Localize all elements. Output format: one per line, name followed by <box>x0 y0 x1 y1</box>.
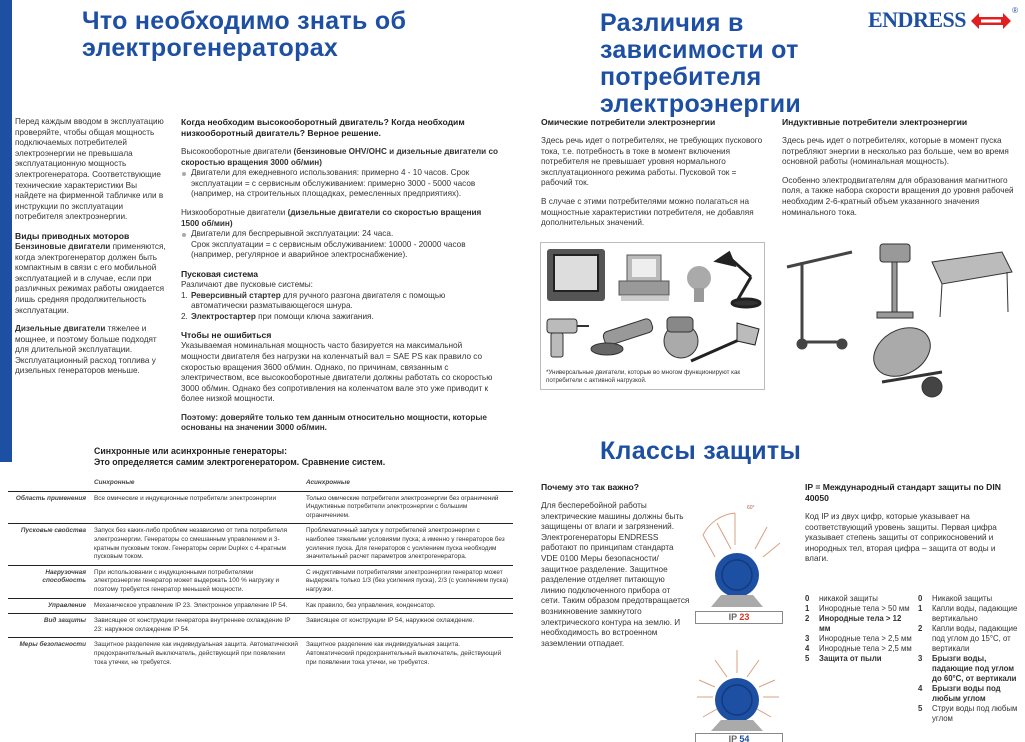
concrete-mixer-icon <box>865 318 942 397</box>
ohmic-text-1: Здесь речь идет о потребителях, не требующих пускового тока, т.е. потребность в токе в момент включения потребителя не превышает уровня нормального эксплуатационного режима работы. Пусковой ток = рабочий ток. <box>541 136 763 188</box>
second-digit-item: 4 Брызги воды под любым углом <box>918 684 1001 703</box>
start-heading: Пусковая система <box>181 268 259 279</box>
first-digit-item: 0 никакой защиты <box>805 594 878 603</box>
row-label: Пусковые свойства <box>8 524 90 565</box>
table-saw-icon <box>932 252 1012 317</box>
comparison-heading-line-1: Синхронные или асинхронные генераторы: <box>94 446 288 456</box>
sync-cell: Зависящее от конструкции генератора внутреннее охлаждение IP 23: наружное охлаждение IP 54. <box>90 614 302 638</box>
tv-icon <box>547 249 605 301</box>
why-section <box>541 482 691 649</box>
inductive-text-2: Особенно электродвигателям для образования магнитного поля, а также набора скорости вращения до уровня рабочей необходим 2-6-кратный объем указанного значения номинального тока. <box>782 175 1014 217</box>
table-row <box>8 491 513 524</box>
first-digit-item: 4 Инородные тела > 2,5 мм <box>805 644 912 653</box>
diesel-text: тяжелее и мощнее, и поэтому больше подходят для длительной эксплуатации. Эксплуатационный расход топлива у дизельных генераторов меньше. <box>15 324 157 376</box>
high-speed-title-detail: (бензиновые OHV/OHC и дизельные двигатели со скоростью вращения 3000 об/мин) <box>181 147 499 167</box>
logo-text: ENDRESS <box>868 7 966 32</box>
start-item: 1. Реверсивный стартер для ручного разгона двигателя с помощью автоматически разматывающегося шнура. <box>181 290 446 311</box>
mistake-text: Указываемая номинальная мощность часто базируется на максимальной мощности двигателя без нагрузки на коленчатый вал = SAE PS как правило со скоростью вращения 3600 об/мин. Однако, по причинам, связанным с электричеством, все высокооборотные двигатели должны работать со скоростью 3000 об/мин. Однако без сопротивления на коленчатом вале это уже приводит к более низкой мощности. <box>181 341 493 404</box>
high-speed-item: Двигатели для ежедневного использования: примерно 4 - 10 часов. Срок эксплуатации = с сервисным обслуживанием: примерно 3000 - 5000 часов (например, на строительных площадках, ремесленных предприятиях). <box>181 168 501 200</box>
petrol-label: Бензиновые двигатели <box>15 241 111 251</box>
ip-standard-section <box>805 482 1020 565</box>
async-cell: С индуктивными потребителями электроэнергии генератор может выдержать только 1/3 (без усиления пуска), 2/3 (с усилением пуска) нагрузки. <box>302 565 513 598</box>
low-speed-item: Двигатели для беспрерывной эксплуатации: 24 часа. <box>181 229 501 240</box>
high-speed-title: Высокооборотные двигатели <box>181 147 294 156</box>
comparison-heading-line-2: Это определяется самим электрогенератором. Сравнение систем. <box>94 457 386 467</box>
ohmic-image-caption: *Универсальные двигатели, которые во многом функционируют как потребители с активной нагрузкой. <box>546 369 758 385</box>
second-digit-item: 2 Капли воды, падающие под углом до 15°C, от вертикали <box>918 624 1018 653</box>
second-digit-item: 0 Никакой защиты <box>918 594 993 603</box>
sync-cell: Защитное разделение как индивидуальная защита. Автоматический предохранительный выключатель, действующий при появлении тока утечки, не требуется. <box>94 641 298 666</box>
endress-logo <box>868 6 1018 36</box>
row-label: Нагрузочная способность <box>8 565 90 598</box>
second-digit-item: 5 Струи воды под любым углом <box>918 704 1018 723</box>
sync-cell: При использовании с индукционными потребителями электроэнергии генератор может выдержать 100 % нагрузку и поэтому требуется генератор меньшей мощности. <box>90 565 302 598</box>
comparison-section <box>8 446 513 670</box>
angle-grinder-icon <box>591 318 654 355</box>
protection-title: Классы защиты <box>600 437 802 465</box>
computer-icon <box>619 255 669 301</box>
ohmic-heading: Омические потребители электроэнергии <box>541 117 716 127</box>
table-row <box>8 598 513 614</box>
ohmic-text-2: В случае с этими потребителями можно полагаться на мощностные характеристики потребителя, не добавляя дополнительных значений. <box>541 196 754 228</box>
ip-heading: IP = Международный стандарт защиты по DIN 40050 <box>805 482 1001 503</box>
high-speed-title-line <box>181 147 501 168</box>
light-bulb-icon <box>687 266 711 302</box>
ip54-label: IP 54 <box>695 733 783 742</box>
sync-cell: Все омические и индукционные потребители электроэнергии <box>90 491 302 524</box>
page-title-left: Что необходимо знать об электрогенераторах <box>82 7 407 62</box>
start-intro: Различают две пусковые системы: <box>181 279 313 289</box>
comparison-heading <box>8 446 513 468</box>
row-label: Управление <box>8 598 90 614</box>
second-digit-list <box>918 594 1022 724</box>
async-cell: Как правило, без управления, конденсатор. <box>302 598 513 614</box>
sync-cell: Механическое управление IP 23. Электронное управление IP 54. <box>90 598 302 614</box>
second-digit-item: 3 Брызги воды, падающие под углом до 60°C, от вертикали <box>918 654 1017 683</box>
inductive-heading: Индуктивные потребители электроэнергии <box>782 117 968 127</box>
row-label: Область применения <box>8 491 90 524</box>
ip23-motor-icon <box>703 513 780 607</box>
motors-heading: Виды приводных моторов <box>15 230 130 241</box>
low-speed-title-detail: (дизельные двигатели со скоростью вращения 1500 об/мин) <box>181 207 482 228</box>
engine-crane-icon <box>787 252 852 348</box>
column-header: Асинхронные <box>302 478 513 491</box>
row-label: Меры безопасности <box>19 641 86 649</box>
intro-column <box>15 117 167 377</box>
table-row <box>8 614 513 638</box>
first-digit-item: 1 Инородные тела > 50 мм <box>805 604 910 613</box>
low-speed-lifetime: Срок эксплуатации = с сервисным обслуживанием: 10000 - 20000 часов (например, регулярное и аварийное электроснабжение). <box>191 239 466 260</box>
inductive-devices-illustration <box>782 232 1017 402</box>
diesel-label: Дизельные двигатели <box>15 324 106 334</box>
ip-diagrams <box>695 505 795 740</box>
inductive-text-1: Здесь речь идет о потребителях, которые в момент пуска потребляют энергии в несколько раз больше, чем во время основной работы (номинальная мощность). <box>782 136 1009 167</box>
table-row <box>8 638 513 670</box>
circular-saw-icon <box>664 317 698 358</box>
logo-arrow-icon <box>971 10 1011 32</box>
petrol-paragraph <box>15 242 167 316</box>
first-digit-list <box>805 594 913 664</box>
mistake-heading: Чтобы не ошибиться <box>181 330 272 341</box>
mistake-conclusion: Поэтому: доверяйте только тем данным относительно мощности, которые основаны на значении 3000 об/мин. <box>181 412 487 433</box>
low-speed-title: Низкооборотные двигатели <box>181 207 288 217</box>
intro-text: Перед каждым вводом в эксплуатацию проверяйте, чтобы общая мощность подключаемых потребителей электроэнергии не превышала эксплуатационную мощность электрогенератора. Соответствующие технические характеристики Вы найдете на фирменной табличке или в инструкции по эксплуатации потребителя электроэнергии. <box>15 117 164 222</box>
second-digit-item: 1 Капли воды, падающие вертикально <box>918 604 1018 623</box>
speed-section <box>181 117 501 434</box>
table-header-row <box>8 478 513 491</box>
registered-mark: ® <box>1012 6 1018 15</box>
table-row <box>8 565 513 598</box>
comparison-table <box>8 478 513 670</box>
start-item: 2. Электростартер при помощи ключа зажигания. <box>181 311 374 321</box>
speed-heading: Когда необходим высокооборотный двигатель? Когда необходим низкооборотный двигатель? Верное решение. <box>181 117 465 138</box>
table-row <box>8 524 513 565</box>
ip23-label: IP 23 <box>695 611 783 624</box>
drill-press-icon <box>877 244 913 318</box>
inductive-section <box>782 117 1014 218</box>
first-digit-item: 5 Защита от пыли <box>805 654 882 663</box>
hedge-trimmer-icon <box>691 323 759 361</box>
async-cell: Проблематичный запуск у потребителей электроэнергии с наиболее тяжелыми условиями пуска; а именно у генераторов без усиления пуска. Для генераторов с усилением пуска необходим значительный расчет параметров электрогенератора. <box>302 524 513 565</box>
ip-text: Код IP из двух цифр, которые указывает на соответствующий уровень защиты. Первая цифра указывает степень защиты от соприкосновений и инородных тел, вторая цифра – защита от воды и влаги. <box>805 512 997 564</box>
column-header <box>8 478 90 491</box>
page-title-right: Различия в зависимости от потребителя электроэнергии <box>600 9 802 118</box>
ip54-motor-icon <box>697 650 779 731</box>
column-header: Синхронные <box>90 478 302 491</box>
first-digit-item: 2 Инородные тела > 12 мм <box>805 614 902 633</box>
why-text: Для бесперебойной работы электрические машины должны быть защищены от влаги и загрязнений. Электрогенераторы ENDRESS работают по принципам стандарта VDE 0100 Меры безопасности/защитное разделение. Защитное разделение отделяет питающую линию подключенного прибора от сети. Таким образом предотвращается возникновение замкнутого электрического контура на землю. И необходимость во встроенном заземлении отпадает. <box>541 501 690 648</box>
desk-lamp-icon <box>717 253 760 307</box>
ohmic-section <box>541 117 766 229</box>
sidebar-accent-bar <box>0 0 12 462</box>
drill-icon <box>547 319 589 357</box>
petrol-text: применяются, когда электрогенератор должен быть компактным в связи с его мобильной эксплуатацией и в случае, если при различных режимах работы ожидается лишь средняя продолжительность эксплуатации. <box>15 241 166 315</box>
sync-cell: Запуск без каких-либо проблем независимо от типа потребителя электроэнергии. Генераторы со смешанным управлением и 3-кратным пусковым током. Генераторы серии Duplex с 4-кратным пусковым током. <box>90 524 302 565</box>
angle-label: 60° <box>747 505 755 511</box>
diesel-paragraph <box>15 324 167 377</box>
async-cell: Только омические потребители электроэнергии без ограничений Индуктивные потребители электроэнергии с большим ограничением. <box>302 491 513 524</box>
first-digit-item: 3 Инородные тела > 2,5 мм <box>805 634 912 643</box>
why-heading: Почему это так важно? <box>541 482 640 492</box>
row-label: Вид защиты <box>8 614 90 638</box>
ohmic-devices-illustration <box>540 242 765 390</box>
async-cell: Зависящее от конструкции IP 54, наружное охлаждение. <box>302 614 513 638</box>
low-speed-title-line <box>181 208 501 229</box>
async-cell: Защитное разделение как индивидуальная защита. Автоматический предохранительный выключатель, действующий при появлении тока утечки, не требуется. <box>306 641 502 666</box>
